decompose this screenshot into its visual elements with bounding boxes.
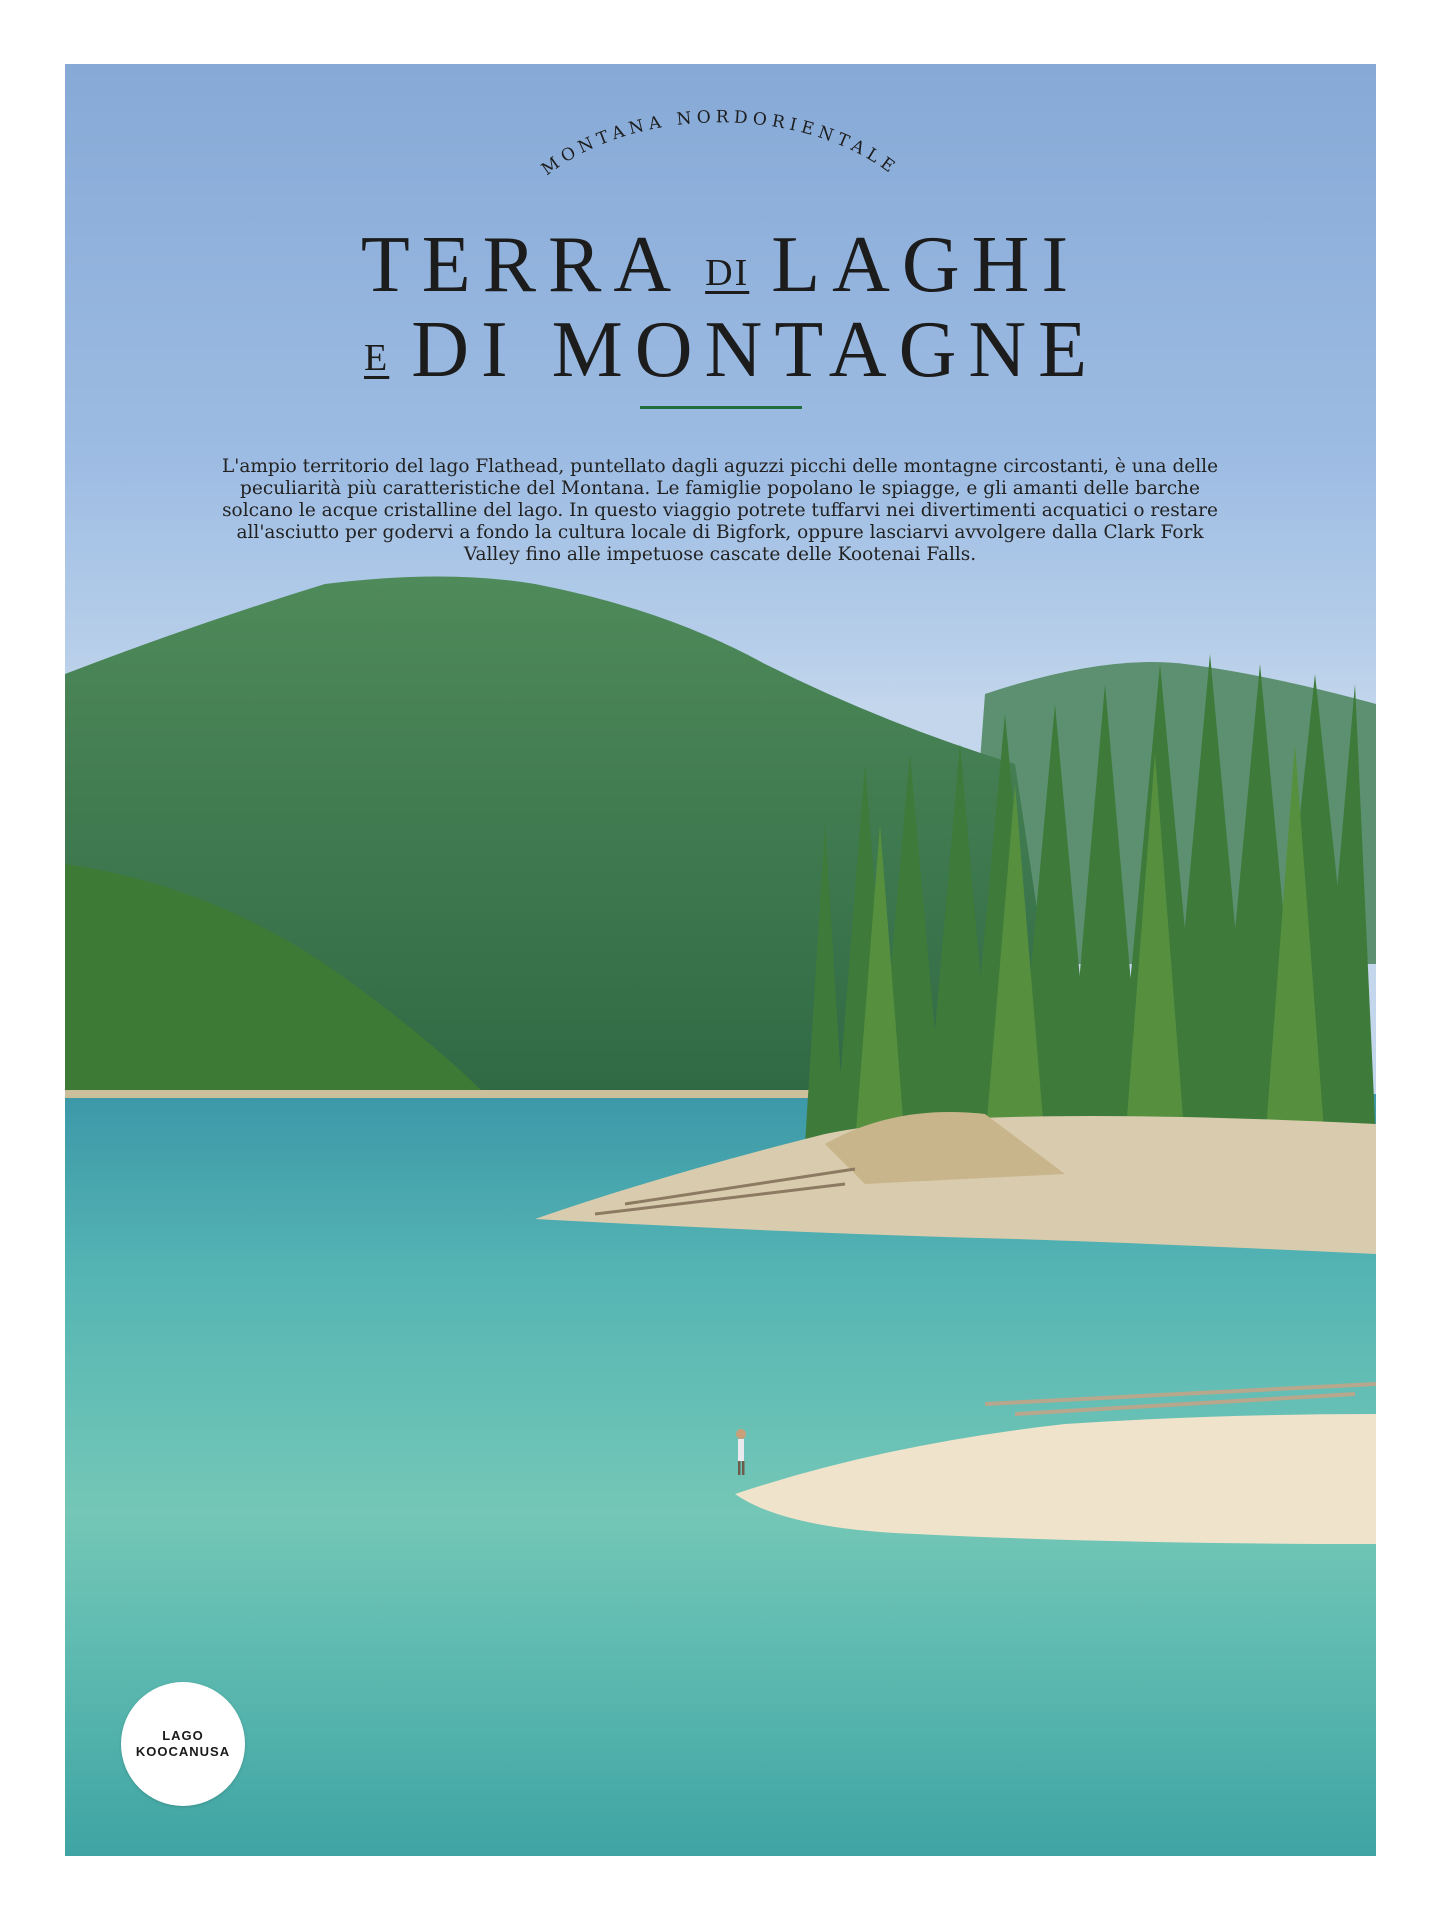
page-title-line-2 <box>65 304 1376 404</box>
title-word-terra: TERRA <box>360 221 684 309</box>
title-divider <box>640 406 802 409</box>
hero-photo <box>65 64 1376 1856</box>
intro-paragraph: L'ampio territorio del lago Flathead, puntellato dagli aguzzi picchi delle montagne circostanti, è una delle peculiarità più caratteristiche del Montana. Le famiglie popolano le spiagge, e gli amanti delle barche solcano le acque cristalline del lago. In questo viaggio potrete tuffarvi nei divertimenti acquatici o restare all'asciutto per godervi a fondo la cultura locale di Bigfork, oppure lasciarvi avvolgere dalla Clark Fork Valley fino alle impetuose cascate delle Kootenai Falls. <box>221 456 1219 565</box>
location-badge <box>121 1682 245 1806</box>
title-word-e: E <box>364 337 390 379</box>
kicker-text: MONTANA NORDORIENTALE <box>537 107 903 180</box>
title-words-di-montagne: DI MONTAGNE <box>411 306 1099 394</box>
title-word-laghi: LAGHI <box>771 221 1081 309</box>
badge-line-2: KOOCANUSA <box>135 1744 231 1759</box>
title-word-di: DI <box>705 252 750 294</box>
badge-line-1: LAGO <box>162 1728 204 1743</box>
